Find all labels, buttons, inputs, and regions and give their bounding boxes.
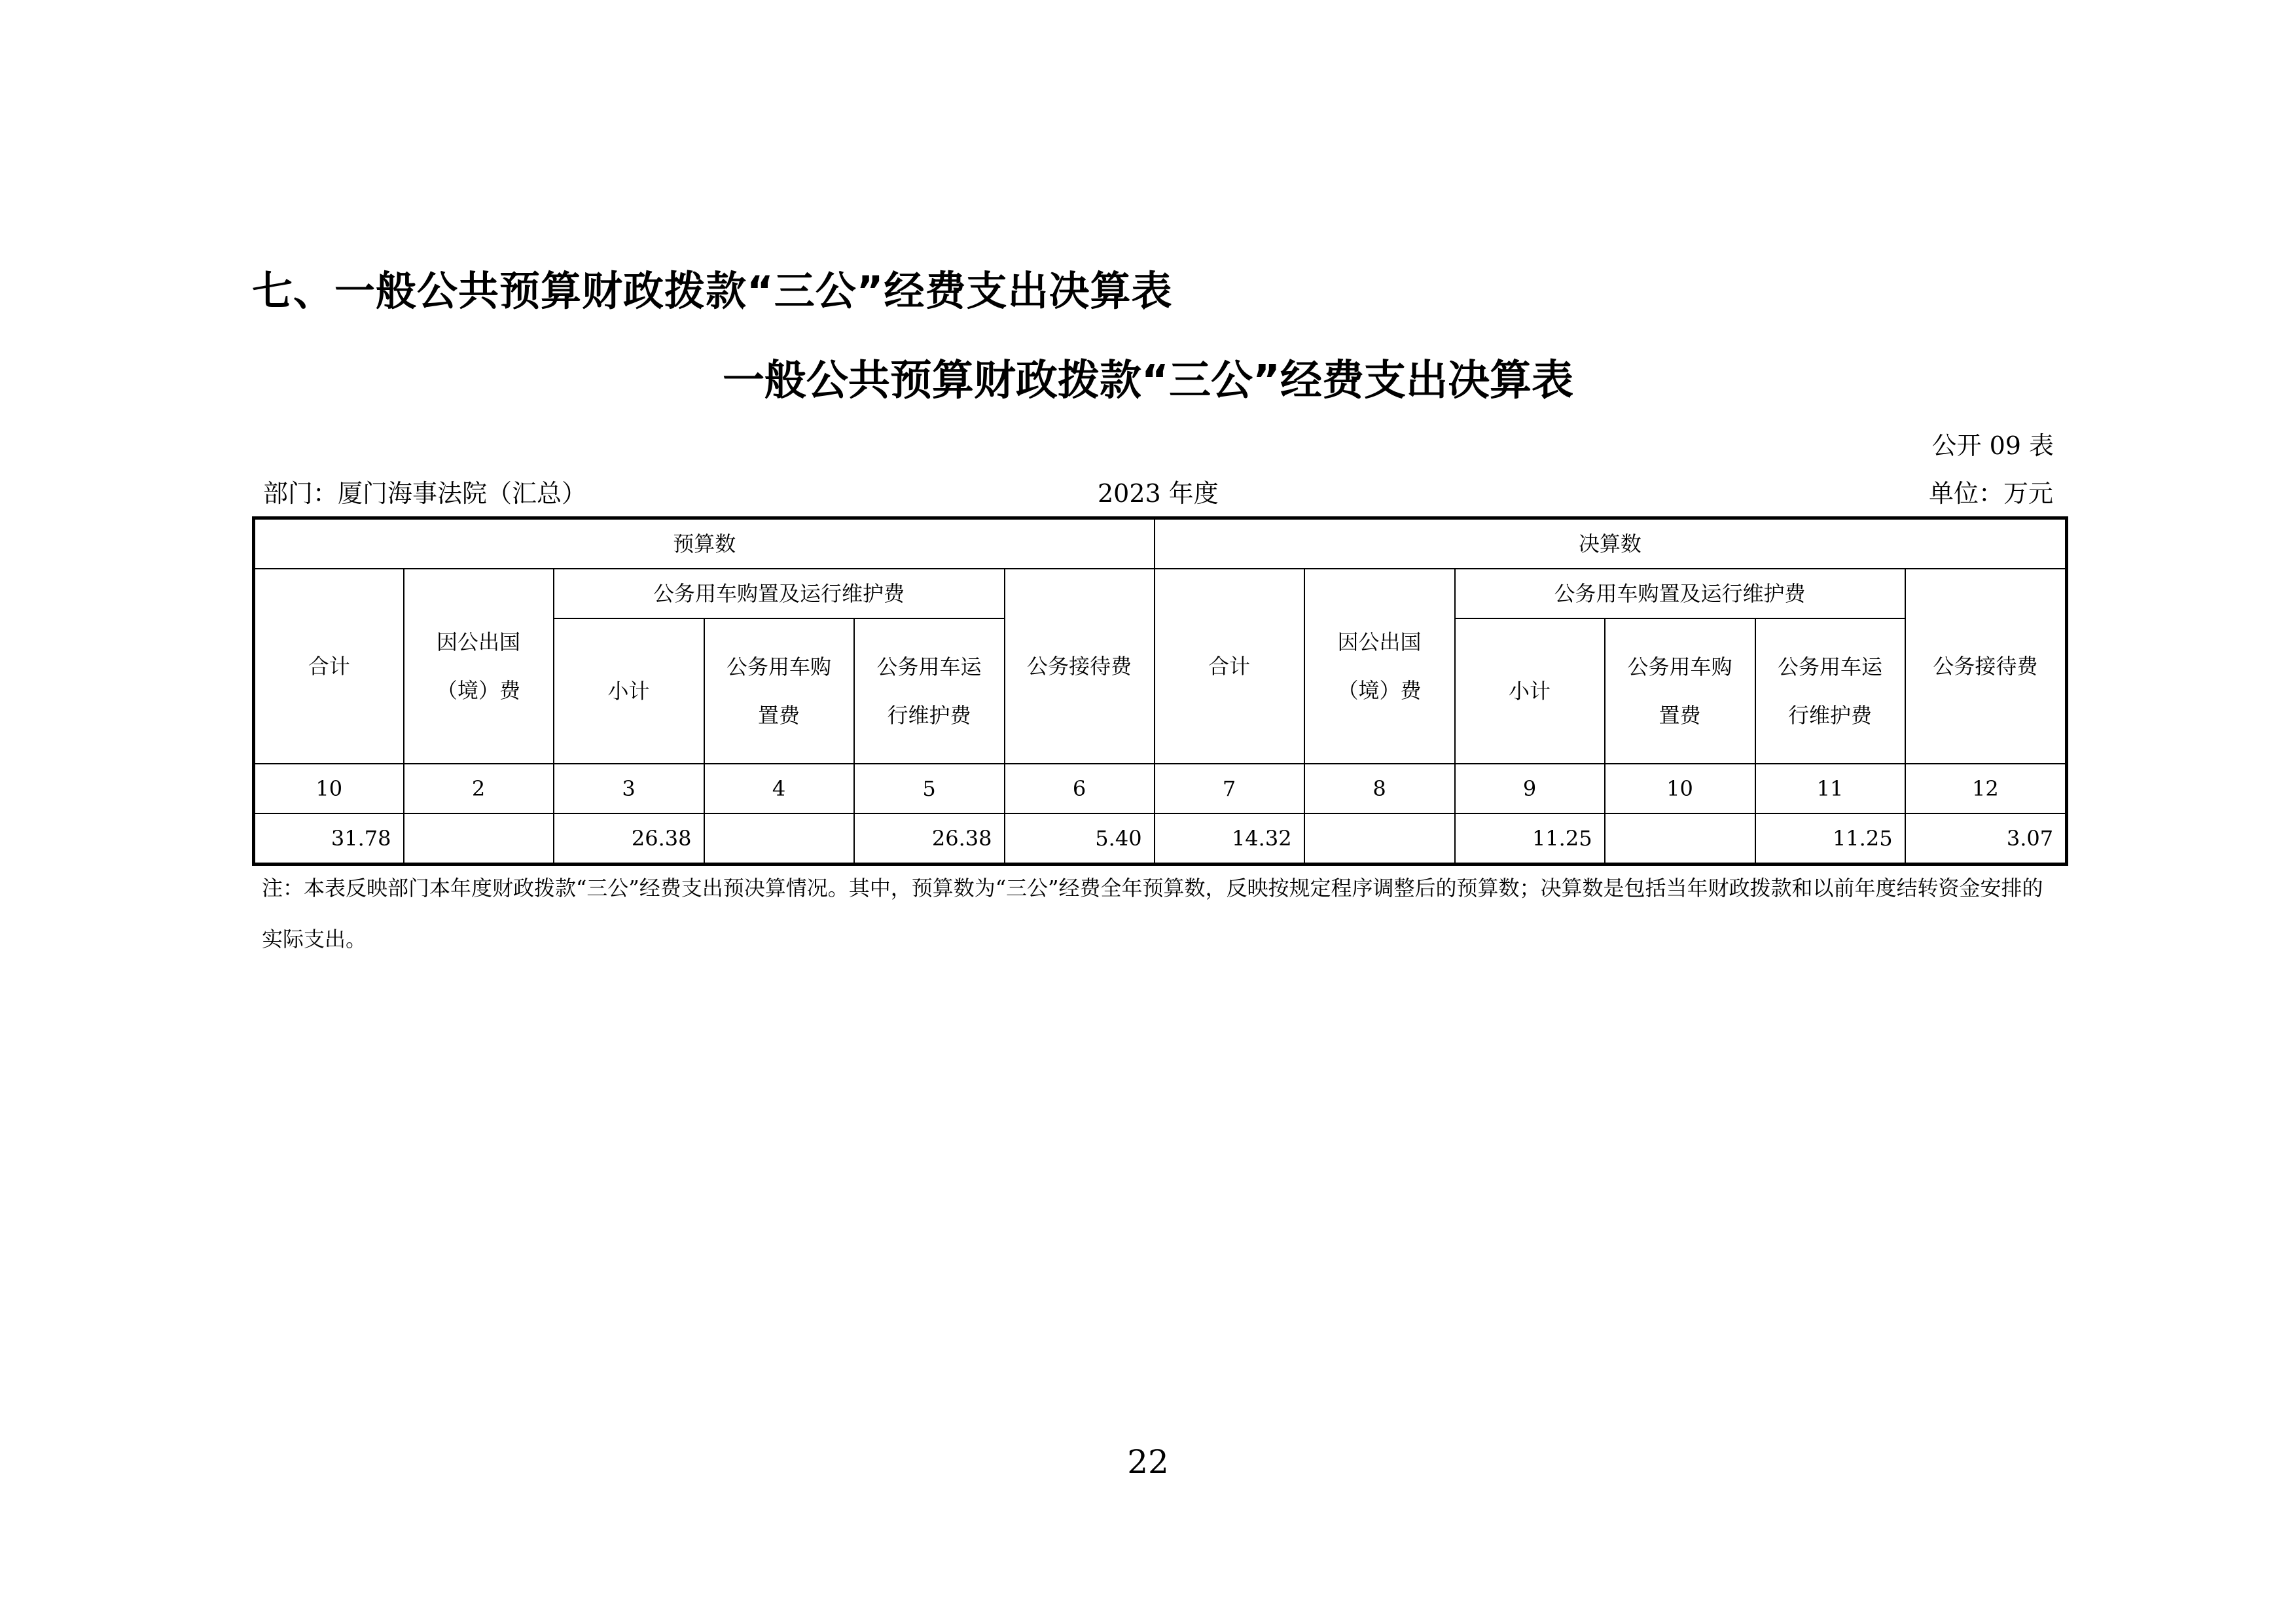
column-number-cell: 9: [1455, 764, 1605, 813]
column-number-cell: 7: [1155, 764, 1304, 813]
column-number-cell: 10: [1605, 764, 1755, 813]
final-abroad-header: [1304, 569, 1455, 764]
column-number-cell: 5: [854, 764, 1005, 813]
budget-abroad-header-line1: 因公出国: [436, 630, 520, 654]
department-label: 部门：厦门海事法院（汇总）: [263, 479, 587, 508]
budget-vehicle-group-header: 公务用车购置及运行维护费: [554, 569, 1005, 618]
column-number-cell: 3: [554, 764, 704, 813]
budget-abroad-header: [404, 569, 554, 764]
header-group-row: [254, 518, 2067, 569]
final-operation-header-line1: 公务用车运: [1778, 654, 1883, 679]
value-cell: 26.38: [854, 813, 1005, 865]
value-cell: [404, 813, 554, 865]
fiscal-year-label: 2023 年度: [1098, 479, 1219, 508]
budget-abroad-header-line2: （境）费: [436, 678, 520, 703]
value-cell: 11.25: [1455, 813, 1605, 865]
three-public-expenses-table: [252, 516, 2068, 866]
budget-purchase-header-line2: 置费: [757, 703, 800, 728]
table-meta-line: [263, 473, 2053, 506]
budget-total-header: 合计: [254, 569, 404, 764]
column-number-cell: 4: [704, 764, 854, 813]
final-purchase-header-line2: 置费: [1659, 703, 1701, 728]
final-vehicle-group-header: 公务用车购置及运行维护费: [1455, 569, 1905, 618]
value-cell: 26.38: [554, 813, 704, 865]
value-cell: [1605, 813, 1755, 865]
final-abroad-header-line2: （境）费: [1337, 678, 1422, 703]
budget-group-header: 预算数: [254, 518, 1155, 569]
value-cell: 5.40: [1005, 813, 1155, 865]
table-row: [254, 813, 2067, 865]
value-cell: 14.32: [1155, 813, 1304, 865]
column-number-row: [254, 764, 2067, 813]
column-number-cell: 6: [1005, 764, 1155, 813]
final-subtotal-header: 小计: [1455, 618, 1605, 764]
budget-subtotal-header: 小计: [554, 618, 704, 764]
final-reception-header: 公务接待费: [1905, 569, 2067, 764]
table-title: 一般公共预算财政拨款“三公”经费支出决算表: [722, 357, 1574, 405]
column-number-cell: 2: [404, 764, 554, 813]
budget-operation-header: [854, 618, 1005, 764]
unit-label: 单位：万元: [1928, 479, 2053, 508]
budget-purchase-header-line1: 公务用车购: [726, 654, 831, 679]
page-number: 22: [1127, 1443, 1169, 1481]
value-cell: [1304, 813, 1455, 865]
budget-reception-header: 公务接待费: [1005, 569, 1155, 764]
value-cell: 11.25: [1755, 813, 1905, 865]
budget-purchase-header: [704, 618, 854, 764]
final-operation-header: [1755, 618, 1905, 764]
table-code: 公开 09 表: [1931, 431, 2054, 460]
column-number-cell: 12: [1905, 764, 2067, 813]
column-number-cell: 10: [254, 764, 404, 813]
final-purchase-header-line1: 公务用车购: [1627, 654, 1732, 679]
header-subgroup-row: [254, 569, 2067, 618]
table-note: 注：本表反映部门本年度财政拨款“三公”经费支出预决算情况。其中，预算数为“三公”经费全年预算数，反映按规定程序调整后的预算数；决算数是包括当年财政拨款和以前年度结转资金安排的实际支出。: [262, 876, 2043, 952]
final-total-header: 合计: [1155, 569, 1304, 764]
budget-operation-header-line2: 行维护费: [887, 703, 971, 728]
column-number-cell: 11: [1755, 764, 1905, 813]
budget-operation-header-line1: 公务用车运: [876, 654, 982, 679]
final-group-header: 决算数: [1155, 518, 2067, 569]
final-operation-header-line2: 行维护费: [1788, 703, 1873, 728]
value-cell: 3.07: [1905, 813, 2067, 865]
value-cell: [704, 813, 854, 865]
column-number-cell: 8: [1304, 764, 1455, 813]
value-cell: 31.78: [254, 813, 404, 865]
section-heading: 七、一般公共预算财政拨款“三公”经费支出决算表: [252, 267, 1173, 315]
final-purchase-header: [1605, 618, 1755, 764]
final-abroad-header-line1: 因公出国: [1337, 630, 1422, 654]
